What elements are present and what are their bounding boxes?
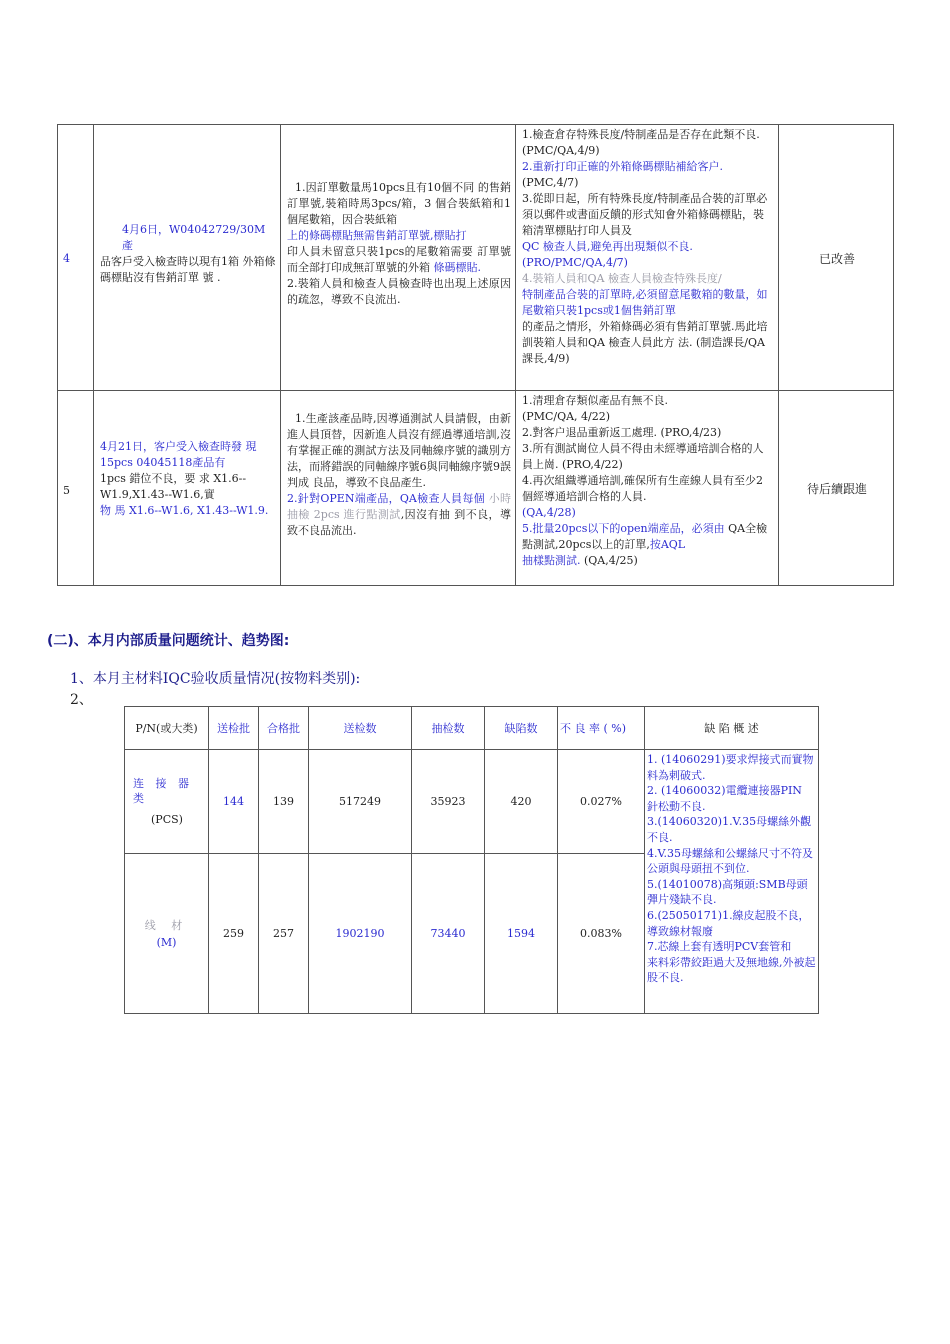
row5-action-line: 3.所有測試崗位人員不得由未經導通培訓合格的人員上崗. (PRO,4/22) <box>522 442 764 471</box>
col-header-defect-rate: 不 良 率 ( %) <box>558 707 645 750</box>
row5-action-line: 5.批量20pcs以下的open端産品，必須由 <box>522 522 725 535</box>
defect-rate: 0.027% <box>558 750 645 854</box>
iqc-table <box>124 706 819 1014</box>
row5-action-line: 4.再次組織導通培訓,確保所有生産線人員有至少2 個經導通培訓合格的人員. <box>522 474 763 503</box>
row5-action-line: QA全檢點測試,20pcs以上的訂單, <box>522 522 768 551</box>
defect-count: 1594 <box>485 854 558 1014</box>
section-heading: (二)、本月内部质量问题统计、趋势图: <box>47 633 290 649</box>
defect-summary-item: 4.V.35母螺絲和公螺絲尺寸不符及公頭與母頭扭不到位. <box>647 846 814 876</box>
col-header-pn: P/N(或大类) <box>125 707 209 750</box>
row4-action-line: 4.裝箱人員和QA 檢查人員檢查特殊長度/ <box>522 272 722 285</box>
defect-summary-item: 3.(14060320)1.V.35母螺絲外觀不良. <box>647 815 812 844</box>
row5-action-line: (PMC/QA, 4/22) <box>522 410 611 423</box>
row4-action-line: 的產品之情形，外箱條碼必須有售銷訂單號.馬此培訓裝箱人員和QA 檢查人員此方 法. (制造課長/QA課長,4/9) <box>522 320 768 365</box>
row4-no-cell <box>57 124 94 391</box>
col-header-defect-summary: 缺 陷 概 述 <box>645 707 819 750</box>
row4-status-cell <box>778 124 894 391</box>
row4-cause-line: 印人員未留意只裝1pcs的尾數箱需要 訂單號而全部打印成無訂單號的外箱 <box>287 245 511 274</box>
row5-description-cell <box>93 390 281 586</box>
category-name: 线 材 <box>144 918 189 932</box>
col-header-submitted-lots: 送检批 <box>209 707 259 750</box>
defect-rate: 0.083% <box>558 854 645 1014</box>
row5-actions-cell <box>515 390 779 586</box>
row5-no-cell <box>57 390 94 586</box>
col-header-passed-lots: 合格批 <box>259 707 309 750</box>
row5-description-line: 4月21日，客户受入檢查時發 現 15pcs 04045118產品有 <box>100 440 257 469</box>
row4-cause-line: 2.裝箱人員和檢查人員檢查時也出現上述原因的疏忽，導致不良流出. <box>287 277 511 306</box>
row5-action-line: 2.對客户退品重新返工處理. (PRO,4/23) <box>522 426 722 439</box>
defect-summary-item: 6.(25050171)1.線皮起股不良，導致線材報廢 <box>647 908 810 938</box>
row4-description-line: 4月6日，W04042729/30M產 <box>122 223 266 252</box>
row4-cause-line: 上的條碼標貼無需售銷訂單號,標貼打 <box>287 229 467 242</box>
row5-cause-line: 1.生產該產品時,因導通測試人員請假，由新進人員頂替，因新進人員沒有經過導通培訓,沒有掌握正確的測試方法及同軸線序號的識別方法，而將錯誤的同軸線序號6與同軸線序號9誤判成 良品，導致不良品產生. <box>287 412 511 489</box>
category-unit: (M) <box>156 935 177 949</box>
row4-action-line: (PRO/PMC/QA,4/7) <box>522 256 628 269</box>
iqc-header-row <box>125 707 819 750</box>
category-unit: (PCS) <box>151 813 183 826</box>
defect-summary-item: 来料彩帶絞距過大及無地線,外被起股不良. <box>647 955 816 985</box>
row5-cause-line: ,因沒有抽 到不良，導致不良品流出. <box>287 508 511 537</box>
passed-lots: 257 <box>259 854 309 1014</box>
row4-action-line: 2.重新打印正確的外箱條碼標貼補給客户. <box>522 160 723 173</box>
row4-description-line: 品客戶受入檢查時以現有1箱 外箱條碼標貼沒有售銷訂單 號 . <box>100 255 276 284</box>
row5-no: 5 <box>63 484 70 497</box>
row5-action-line: (QA,4/28) <box>522 506 576 519</box>
row5-status-cell <box>778 390 894 586</box>
sampled-qty: 35923 <box>412 750 485 854</box>
sampled-qty: 73440 <box>412 854 485 1014</box>
defect-summary-item: 5.(14010078)高頻頭:SMB母頭彈片殘缺不良. <box>647 877 808 907</box>
submitted-qty: 517249 <box>309 750 412 854</box>
table-row <box>125 750 819 854</box>
col-header-defects: 缺陷数 <box>485 707 558 750</box>
row4-no: 4 <box>63 252 70 265</box>
category-name: 连 接 器 类 <box>133 777 193 805</box>
submitted-lots: 144 <box>209 750 259 854</box>
submitted-lots: 259 <box>209 854 259 1014</box>
row5-status: 待后續跟進 <box>806 482 867 496</box>
row5-action-line: 抽樣點測試. <box>522 554 581 567</box>
row4-cause-line: 條碼標貼. <box>433 261 481 274</box>
row4-description-cell <box>93 124 281 391</box>
row5-action-line: 1.清理倉存類似產品有無不良. <box>522 394 668 407</box>
row5-cause-line: 小時抽檢 2pcs 進行點測試 <box>287 492 512 521</box>
defect-summary-item: 針松動不良. <box>647 799 706 813</box>
category-cell <box>125 854 209 1014</box>
row4-action-line: (PMC,4/7) <box>522 176 579 189</box>
row5-description-line: 1pcs 錯位不良，要 求 X1.6--W1.9,X1.43--W1.6,實 <box>100 472 247 501</box>
row5-description-line: 物 馬 X1.6--W1.6, X1.43--W1.9. <box>100 504 269 517</box>
row5-cause-cell <box>280 390 516 586</box>
row4-cause-line: 1.因訂單數量馬10pcs且有10個不同 的售銷訂單號,裝箱時馬3pcs/箱，3 個合裝紙箱和1個尾數箱，因合裝紙箱 <box>287 181 511 226</box>
defect-summary-item: 7.芯線上套有透明PCV套管和 <box>647 940 792 954</box>
row5-action-line: 按AQL <box>649 538 686 551</box>
row4-action-line: 3.從即日起，所有特殊長度/特制產品合裝的訂單必須以郵件或書面反饋的形式知會外箱條碼標貼，裝箱清單標貼打印人員及 <box>522 192 768 237</box>
row4-action-line: 1.檢查倉存特殊長度/特制產品是否存在此類不良. (PMC/QA,4/9) <box>522 128 760 157</box>
row5-action-line: (QA,4/25) <box>580 554 638 567</box>
col-header-sampled-qty: 抽检数 <box>412 707 485 750</box>
iqc-subheading: 1、本月主材料IQC验收质量情况(按物料类别): <box>70 671 361 687</box>
row4-action-line: 特制產品合裝的訂單時,必須留意尾數箱的數量，如尾數箱只裝1pcs或1個售銷訂單 <box>522 288 768 317</box>
submitted-qty: 1902190 <box>309 854 412 1014</box>
defect-summary-item: 1. (14060291)要求焊接式而實物料為剌破式. <box>647 753 814 782</box>
defect-summary-cell <box>645 750 819 1014</box>
passed-lots: 139 <box>259 750 309 854</box>
row4-action-line: QC 檢查人員,避免再出現類似不良. <box>522 240 693 253</box>
row5-cause-line: 2.針對OPEN端產品，QA檢查人員每個 <box>287 492 489 505</box>
defect-summary-item: 2. (14060032)電纜連接器PIN <box>647 784 802 798</box>
row4-status: 已改善 <box>818 252 855 266</box>
defect-count: 420 <box>485 750 558 854</box>
col-header-submitted-qty: 送检数 <box>309 707 412 750</box>
subheading-2: 2、 <box>70 692 93 708</box>
row4-actions-cell <box>515 124 779 391</box>
category-cell <box>125 750 209 854</box>
row4-cause-cell <box>280 124 516 391</box>
